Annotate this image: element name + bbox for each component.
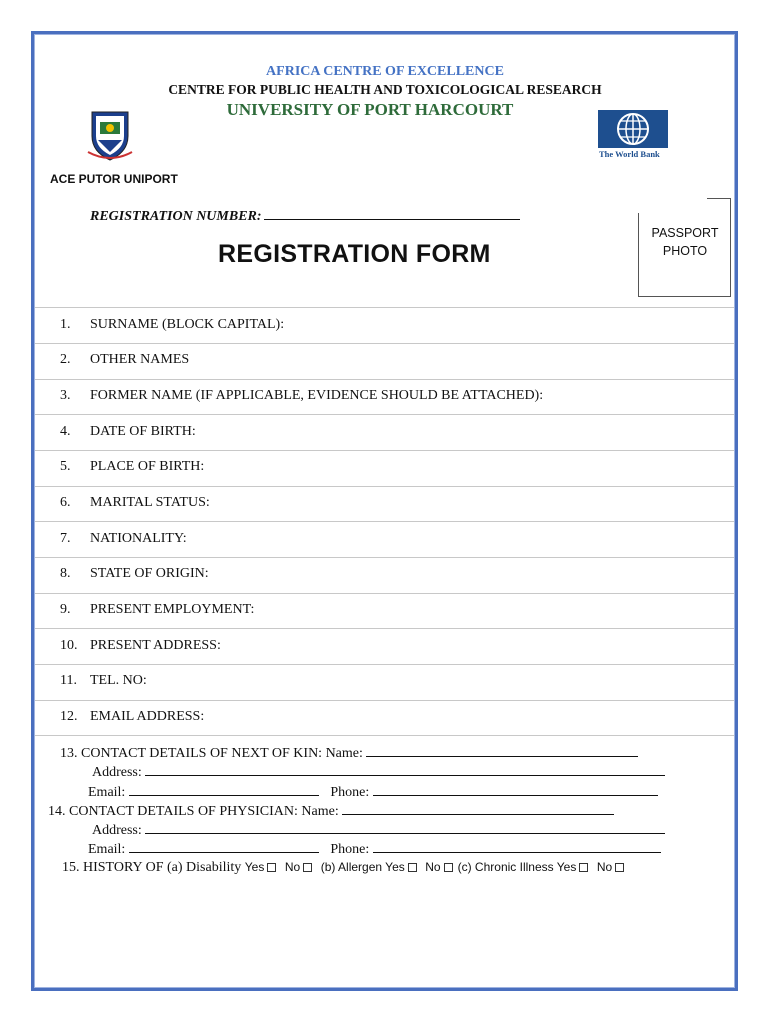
disability-no-label: No bbox=[284, 860, 301, 874]
field-number: 12. bbox=[60, 709, 78, 724]
chronic-illness-yes-checkbox[interactable] bbox=[579, 863, 588, 872]
field-number: 8. bbox=[60, 566, 71, 581]
physician-phone-label: Phone: bbox=[330, 842, 370, 857]
history-label: 15. HISTORY OF (a) Disability bbox=[62, 860, 242, 875]
separator bbox=[35, 414, 734, 415]
disability-no-checkbox[interactable] bbox=[303, 863, 312, 872]
physician-contact-row bbox=[88, 841, 661, 858]
physician-address-label: Address: bbox=[92, 823, 142, 838]
field-number: 5. bbox=[60, 459, 71, 474]
field-number: 11. bbox=[60, 673, 77, 688]
field-number: 10. bbox=[60, 638, 78, 653]
history-row bbox=[62, 860, 629, 876]
next-of-kin-label: 13. CONTACT DETAILS OF NEXT OF KIN: Name: bbox=[60, 746, 363, 761]
separator bbox=[35, 343, 734, 344]
field-date-of-birth[interactable] bbox=[60, 424, 196, 440]
field-number: 9. bbox=[60, 602, 71, 617]
disability-yes-checkbox[interactable] bbox=[267, 863, 276, 872]
physician-address-row bbox=[92, 822, 665, 839]
form-title: REGISTRATION FORM bbox=[218, 240, 491, 268]
registration-number-label: REGISTRATION NUMBER: bbox=[90, 209, 262, 224]
next-of-kin-phone-field[interactable] bbox=[373, 784, 658, 796]
separator bbox=[35, 700, 734, 701]
registration-number-field[interactable] bbox=[264, 207, 520, 220]
field-number: 6. bbox=[60, 495, 71, 510]
field-label: SURNAME (BLOCK CAPITAL): bbox=[90, 317, 285, 332]
field-nationality[interactable] bbox=[60, 531, 187, 547]
field-label: EMAIL ADDRESS: bbox=[90, 709, 205, 724]
separator bbox=[35, 557, 734, 558]
field-marital-status[interactable] bbox=[60, 495, 210, 511]
field-label: DATE OF BIRTH: bbox=[90, 424, 196, 439]
separator bbox=[35, 486, 734, 487]
next-of-kin-email-label: Email: bbox=[88, 785, 126, 800]
registration-number bbox=[90, 207, 520, 225]
field-present-address[interactable] bbox=[60, 638, 221, 654]
photo-box-corner bbox=[707, 198, 731, 214]
photo-box-edge bbox=[730, 213, 731, 297]
field-label: PRESENT EMPLOYMENT: bbox=[90, 602, 255, 617]
photo-label-line-1: PASSPORT bbox=[651, 226, 719, 240]
field-label: TEL. NO: bbox=[90, 673, 147, 688]
field-number: 2. bbox=[60, 352, 71, 367]
field-other-names[interactable] bbox=[60, 352, 189, 368]
field-label: NATIONALITY: bbox=[90, 531, 187, 546]
next-of-kin-address-field[interactable] bbox=[145, 764, 665, 776]
field-label: PRESENT ADDRESS: bbox=[90, 638, 221, 653]
separator bbox=[35, 664, 734, 665]
field-number: 7. bbox=[60, 531, 71, 546]
field-number: 4. bbox=[60, 424, 71, 439]
allergen-no-label: No bbox=[425, 860, 441, 874]
allergen-no-checkbox[interactable] bbox=[444, 863, 453, 872]
physician-address-field[interactable] bbox=[145, 822, 665, 834]
separator bbox=[35, 307, 638, 308]
next-of-kin-email-field[interactable] bbox=[129, 784, 319, 796]
field-place-of-birth[interactable] bbox=[60, 459, 204, 475]
photo-label-line-2: PHOTO bbox=[662, 244, 708, 258]
separator bbox=[35, 628, 734, 629]
header-line-3: UNIVERSITY OF PORT HARCOURT bbox=[226, 100, 514, 119]
next-of-kin-name-field[interactable] bbox=[366, 745, 638, 757]
physician-email-label: Email: bbox=[88, 842, 126, 857]
field-label: PLACE OF BIRTH: bbox=[90, 459, 205, 474]
separator bbox=[35, 593, 734, 594]
field-former-name[interactable] bbox=[60, 388, 543, 404]
field-label: MARITAL STATUS: bbox=[90, 495, 210, 510]
separator bbox=[638, 307, 734, 308]
header-line-2: CENTRE FOR PUBLIC HEALTH AND TOXICOLOGICAL RESEARCH bbox=[168, 82, 602, 97]
separator bbox=[35, 521, 734, 522]
field-tel-no[interactable] bbox=[60, 673, 147, 689]
field-surname[interactable] bbox=[60, 317, 284, 333]
field-number: 3. bbox=[60, 388, 71, 403]
next-of-kin-address-row bbox=[92, 764, 665, 781]
next-of-kin-address-label: Address: bbox=[92, 765, 142, 780]
next-of-kin-contact-row bbox=[88, 784, 658, 801]
separator bbox=[35, 379, 734, 380]
physician-name-field[interactable] bbox=[342, 803, 614, 815]
world-bank-caption: The World Bank bbox=[599, 149, 660, 159]
chronic-illness-yes-label: (c) Chronic Illness Yes bbox=[457, 860, 577, 874]
separator bbox=[35, 735, 734, 736]
ace-label: ACE PUTOR UNIPORT bbox=[50, 172, 178, 186]
field-email-address[interactable] bbox=[60, 709, 204, 725]
field-label: STATE OF ORIGIN: bbox=[90, 566, 209, 581]
physician-email-field[interactable] bbox=[129, 841, 319, 853]
next-of-kin-name-row bbox=[60, 745, 638, 762]
passport-photo-label bbox=[645, 224, 725, 260]
field-label: FORMER NAME (IF APPLICABLE, EVIDENCE SHOULD BE ATTACHED): bbox=[90, 388, 544, 403]
allergen-yes-checkbox[interactable] bbox=[408, 863, 417, 872]
physician-label: 14. CONTACT DETAILS OF PHYSICIAN: Name: bbox=[48, 804, 339, 819]
physician-phone-field[interactable] bbox=[373, 841, 661, 853]
field-state-of-origin[interactable] bbox=[60, 566, 209, 582]
physician-name-row bbox=[48, 803, 614, 820]
allergen-yes-label: (b) Allergen Yes bbox=[320, 860, 405, 874]
field-label: OTHER NAMES bbox=[90, 352, 190, 367]
field-present-employment[interactable] bbox=[60, 602, 254, 618]
next-of-kin-phone-label: Phone: bbox=[330, 785, 370, 800]
field-number: 1. bbox=[60, 317, 71, 332]
university-crest-logo bbox=[86, 108, 134, 162]
chronic-illness-no-checkbox[interactable] bbox=[615, 863, 624, 872]
disability-yes-label: Yes bbox=[244, 860, 265, 874]
header-line-1: AFRICA CENTRE OF EXCELLENCE bbox=[266, 64, 504, 79]
chronic-illness-no-label: No bbox=[596, 860, 613, 874]
separator bbox=[35, 450, 734, 451]
